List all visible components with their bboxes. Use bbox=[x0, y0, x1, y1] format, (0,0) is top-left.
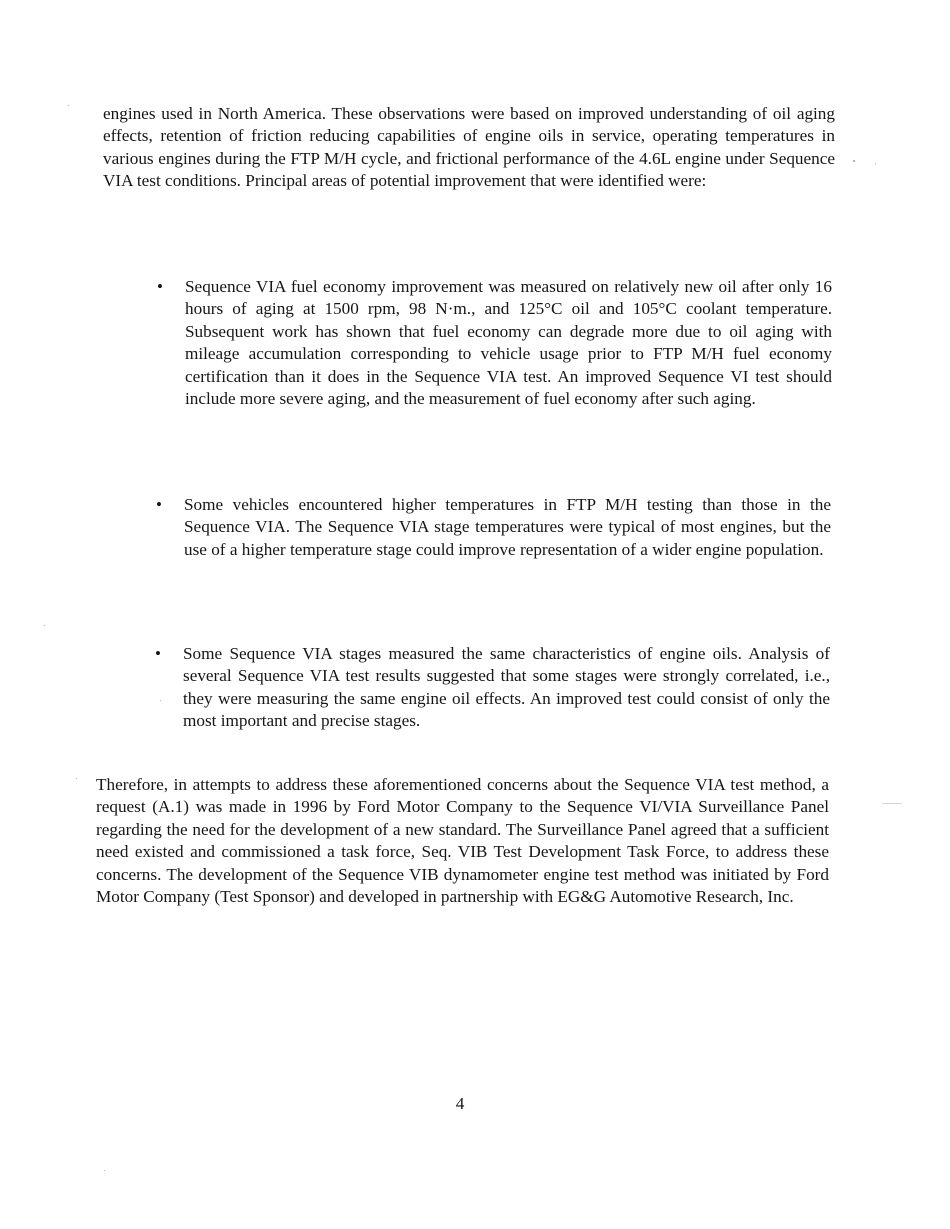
intro-paragraph: engines used in North America. These observations were based on improved understanding of oil aging effects, retention of friction reducing capabilities of engine oils in service, operating temperatures in various engines during the FTP M/H cycle, and frictional performance of the 4.6L engine under Sequence VIA test conditions. Principal areas of potential improvement that were identified were: bbox=[103, 104, 835, 191]
scan-speck bbox=[104, 1170, 105, 1171]
scan-speck bbox=[882, 803, 902, 804]
closing-paragraph: Therefore, in attempts to address these aforementioned concerns about the Sequence VIA test method, a request (A.1) was made in 1996 by Ford Motor Company to the Sequence VI/VIA Surveillance Panel regarding the need for the development of a new standard. The Surveillance Panel agreed that a sufficient need existed and commissioned a task force, Seq. VIB Test Development Task Force, to address these concerns. The development of the Sequence VIB dynamometer engine test method was initiated by Ford Motor Company (Test Sponsor) and developed in partnership with EG&G Automotive Research, Inc. bbox=[96, 775, 829, 907]
page-number: 4 bbox=[455, 1094, 465, 1113]
scan-speck bbox=[68, 105, 69, 106]
scan-speck bbox=[853, 160, 855, 162]
bullet-icon: • bbox=[157, 277, 163, 296]
scan-speck bbox=[160, 700, 161, 701]
bullet-text-2: Some vehicles encountered higher temperatures in FTP M/H testing than those in the Sequence VIA. The Sequence VIA stage temperatures were typical of most engines, but the use of a higher temperature stage could improve representation of a wider engine population. bbox=[184, 495, 831, 559]
bullet-icon: • bbox=[155, 644, 161, 663]
bullet-text-1: Sequence VIA fuel economy improvement was measured on relatively new oil after only 16 hours of aging at 1500 rpm, 98 N·m., and 125°C oil and 105°C coolant temperature. Subsequent work has shown that fuel economy can degrade more due to oil aging with mileage accumulation corresponding to vehicle usage prior to FTP M/H fuel economy certification than it does in the Sequence VIA test. An improved Sequence VI test should include more severe aging, and the measurement of fuel economy after such aging. bbox=[185, 277, 832, 409]
bullet-icon: • bbox=[156, 495, 162, 514]
bullet-item-2 bbox=[156, 494, 831, 561]
bullet-item-1 bbox=[157, 276, 832, 410]
bullet-item-3 bbox=[155, 643, 830, 733]
scan-speck bbox=[76, 778, 77, 779]
scan-speck bbox=[44, 625, 45, 626]
scan-speck bbox=[875, 163, 876, 164]
bullet-text-3: Some Sequence VIA stages measured the same characteristics of engine oils. Analysis of several Sequence VIA test results suggested that some stages were strongly correlated, i.e., they were measuring the same engine oil effects. An improved test could consist of only the most important and precise stages. bbox=[183, 644, 830, 731]
